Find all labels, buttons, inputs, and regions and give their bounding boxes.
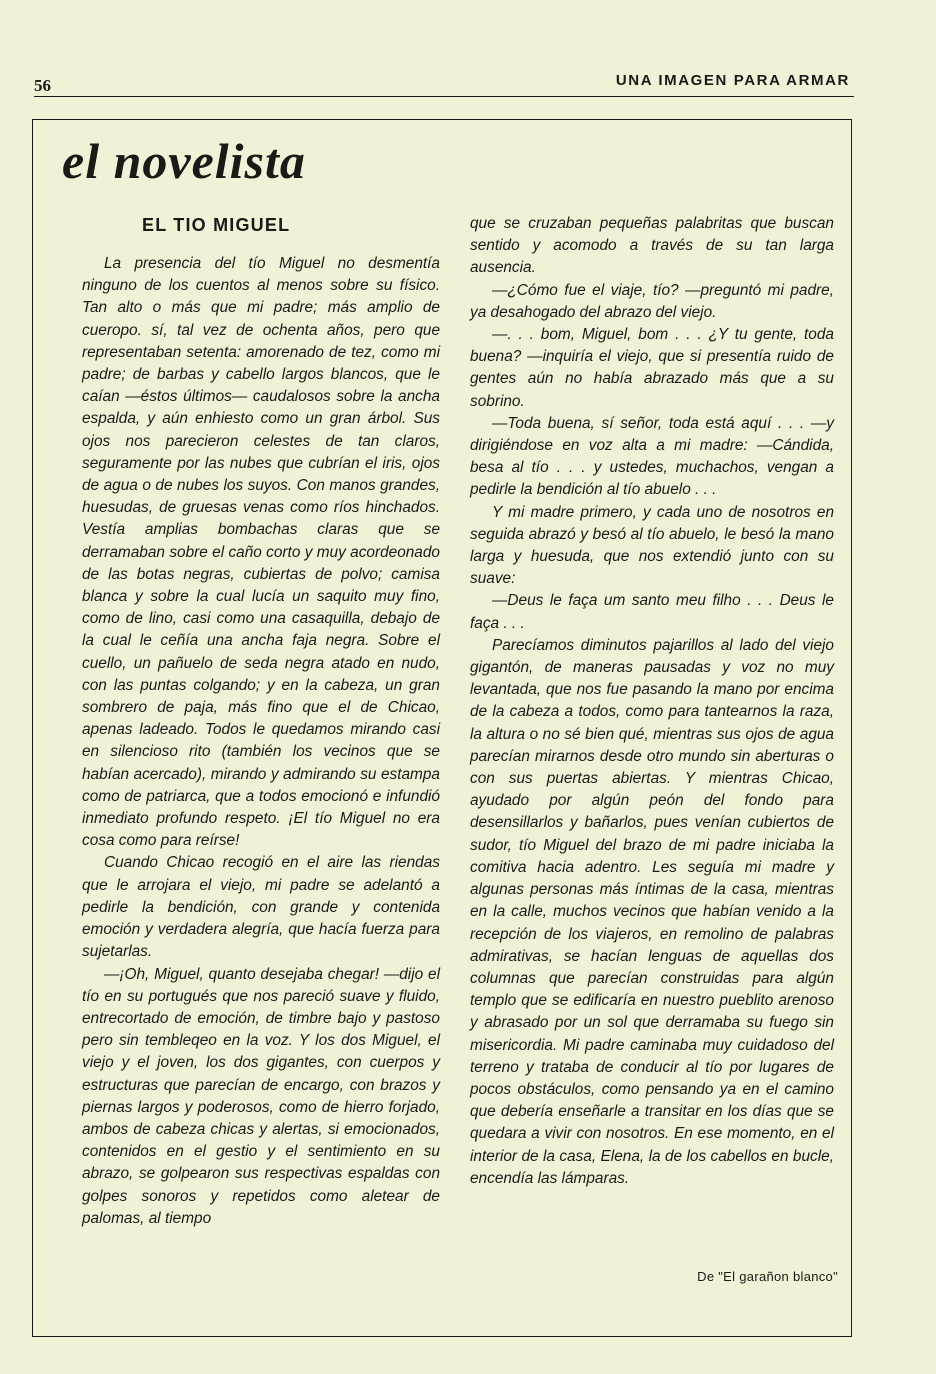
article-title: el novelista — [62, 133, 306, 189]
article-subtitle: EL TIO MIGUEL — [142, 215, 291, 235]
paragraph: que se cruzaban pequeñas palabritas que buscan sentido y acomodo a través de su tan larga ausencia. — [470, 215, 834, 277]
paragraph: —Toda buena, sí señor, toda está aquí . . . —y dirigiéndose en voz alta a mi madre: —Cándida, besa al tío . . . y ustedes, muchachos, vengan a pedirle la bendición al tío abuelo . . . — [470, 414, 834, 499]
paragraph: Parecíamos diminutos pajarillos al lado del viejo gigantón, de maneras pausadas y voz no muy levantada, que nos fue pasando la mano por encima de la cabeza a todos, como para tantearnos la raza, la altura o no sé bien qué, mientras sus ojos de agua parecían mirarnos desde otro mundo sin aberturas o con sus puertas abiertas. Y mientras Chicao, ayudado por algún peón del fondo para desensillarlos y bañarlos, pues venían cubiertos de sudor, tío Miguel del brazo de mi padre iniciaba la comitiva hacia adentro. Les seguía mi madre y algunas personas más íntimas de la casa, mientras en la calle, muchos vecinos que habían venido a la recepción de los viajeros, en remolino de palabras admirativas, se hacían lenguas de aquellas dos columnas que parecían construidas para algún templo que se edificaría en nuestro pueblito arenoso y abrasado por un sol que derramaba su fuego sin misericordia. Mi padre caminaba muy cuidadoso del terreno y trataba de conducir al tío por lugares de pocos obstáculos, como pensando ya en el camino que debería enseñarle a transitar en los días que se quedara a vivir con nosotros. En ese momento, en el interior de la casa, Elena, la de los cabellos en bucle, encendía las lámparas. — [470, 636, 834, 1187]
paragraph: —¿Cómo fue el viaje, tío? —preguntó mi padre, ya desahogado del abrazo del viejo. — [470, 281, 834, 321]
paragraph: Y mi madre primero, y cada uno de nosotros en seguida abrazó y besó al tío abuelo, le besó la mano larga y huesuda, que nos extendió junto con su suave: — [470, 503, 834, 588]
paragraph: —. . . bom, Miguel, bom . . . ¿Y tu gente, toda buena? —inquiría el viejo, que si presentía ruido de gentes aún no había abrazado más que a su sobrino. — [470, 326, 834, 410]
right-column — [470, 213, 834, 1190]
left-column — [82, 253, 440, 1230]
source-credit: De "El garañon blanco" — [697, 1269, 838, 1284]
header-rule — [34, 96, 854, 97]
page-number: 56 — [34, 76, 51, 95]
paragraph: —Deus le faça um santo meu filho . . . Deus le faça . . . — [470, 592, 834, 632]
running-head: UNA IMAGEN PARA ARMAR — [615, 72, 850, 89]
paragraph: —¡Oh, Miguel, quanto desejaba chegar! —dijo el tío en su portugués que nos pareció suave y fluido, entrecortado de emoción, de timbre bajo y pastoso pero sin tembleqeo en la voz. Y los dos Miguel, el viejo y el joven, los dos gigantes, con cuerpos y estructuras que parecían de encargo, con brazos y piernas largos y poderosos, como de hierro forjado, ambos de cabeza chicas y alertas, si emocionados, contenidos en el gestio y el sentimiento en su abrazo, se golpearon sus respectivas espaldas con golpes sonoros y repetidos como aletear de palomas, al tiempo — [82, 965, 440, 1227]
paragraph: Cuando Chicao recogió en el aire las riendas que le arrojara el viejo, mi padre se adelantó a pedirle la bendición, con grande y contenida emoción y verdadera alegría, que hacía fuerza para sujetarlas. — [82, 854, 440, 961]
paragraph: La presencia del tío Miguel no desmentía ninguno de los cuentos al menos sobre su físico. Tan alto o más que mi padre; más amplio de cueropo. sí, tal vez de ochenta años, pero que representaban setenta: amorenado de tez, como mi padre; de barbas y cabello largos blancos, que le caían —éstos últimos— caudalosos sobre la ancha espalda, y aún enhiesto como un gran árbol. Sus ojos nos parecieron celestes de tan claros, seguramente por las nubes que cubrían el iris, ojos de agua o de nubes los suyos. Con manos grandes, huesudas, de gruesas venas como ríos hinchados. Vestía amplias bombachas claras que se derramaban sobre el caño corto y muy acordeonado de las botas negras, cubiertas de polvo; camisa blanca y sobre la cual lucía un saquito muy fino, como de lino, casi como una casaquilla, debajo de la cual le ceñía una ancha faja negra. Sobre el cuello, un pañuelo de seda negra atado en nudo, con las puntas colgando; y en la cabeza, un gran sombrero de paja, más fino que el de Chicao, apenas ladeado. Todos le quedamos mirando casi en silencioso rito (también los vecinos que se habían acercado), mirando y admirando su estampa como de patriarca, que a todos emocionó e infundió inmediato profundo respeto. ¡El tío Miguel no era cosa como para reírse! — [82, 255, 440, 850]
